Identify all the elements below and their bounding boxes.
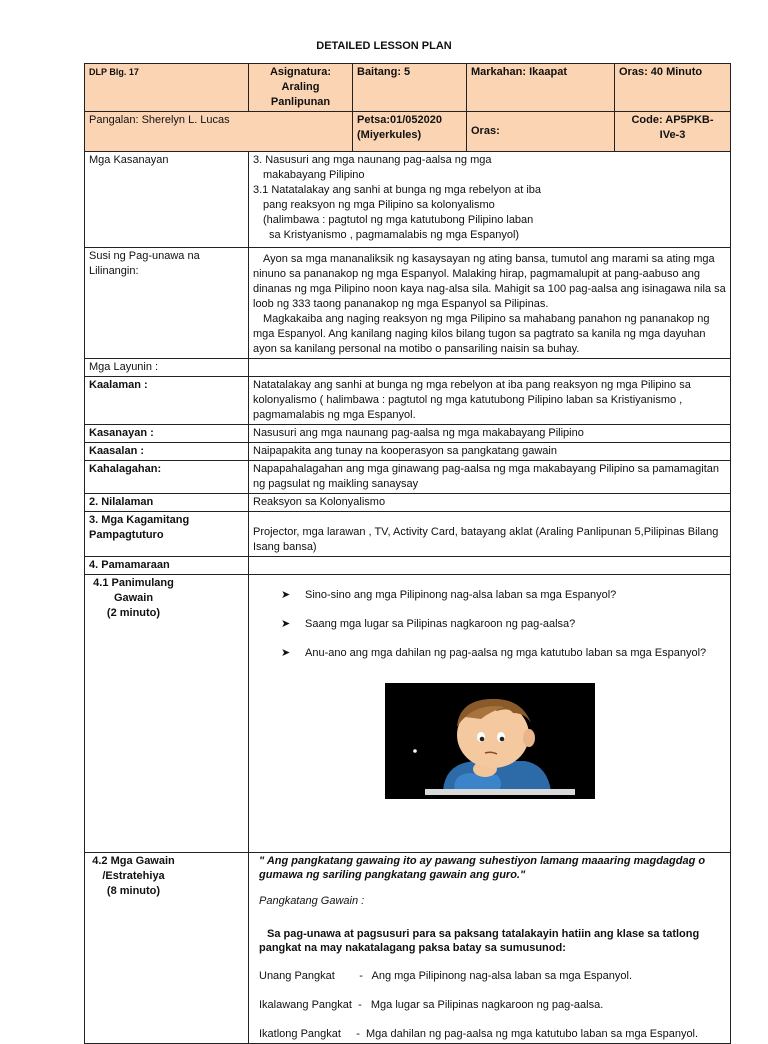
panimulang-row [85, 575, 731, 853]
list-item [281, 588, 726, 603]
question-3: Anu-ano ang mga dahilan ng pag-aalsa ng mga katutubo laban sa mga Espanyol? [305, 647, 707, 659]
teacher-name: Pangalan: Sherelyn L. Lucas [85, 112, 353, 152]
document-title: DETAILED LESSON PLAN [316, 40, 452, 52]
kaalaman-content: Natatalakay ang sanhi at bunga ng mga rebelyon at iba pang reaksyon ng mga Pilipino sa kolonyalismo ( halimbawa : pagtutol ng mga katutubong Pilipino laban sa Kristiyanismo , pagmamalabis ng mga Espanyol. [249, 377, 731, 425]
panimulang-label-3: (2 minuto) [106, 607, 161, 619]
header-row-1 [85, 64, 731, 112]
quarter-cell: Markahan: Ikaapat [467, 64, 615, 112]
kasanayan-line-1: 3. Nasusuri ang mga naunang pag-aalsa ng mga [253, 154, 492, 166]
question-list [253, 588, 726, 661]
kahalagahan-row [85, 461, 731, 494]
thinking-boy-illustration [385, 683, 595, 799]
kahalagahan-label: Kahalagahan: [85, 461, 249, 494]
pamamaraan-label: 4. Pamamaraan [85, 557, 249, 575]
kasanayan-line-4: pang reaksyon ng mga Pilipino sa kolonyalismo [263, 199, 495, 211]
susi-paragraph-2: Magkakaiba ang naging reaksyon ng mga Pilipino sa mahabang panahon ng pananakop ng mga Espanyol. Ang kanilang naging kilos bilang tugon sa pagtrato sa kanila ng mga dayuhan ayon sa kanilang personal na motibo o pansariling naisin sa buhay. [253, 313, 710, 355]
susi-label: Susi ng Pag-unawa na Lilinangin: [85, 248, 249, 359]
kasanayan-label: Mga Kasanayan [85, 152, 249, 248]
code-line-1: Code: AP5PKB- [631, 114, 714, 126]
kaasalan-label: Kaasalan : [85, 443, 249, 461]
question-1: Sino-sino ang mga Pilipinong nag-alsa laban sa mga Espanyol? [305, 589, 617, 601]
kasanayan-row [85, 152, 731, 248]
question-2: Saang mga lugar sa Pilipinas nagkaroon ng pag-aalsa? [305, 618, 576, 630]
gawain-quote: " Ang pangkatang gawaing ito ay pawang suhestiyon lamang maaaring magdagdag o gumawa ng sariling pangkatang gawain ang guro." [259, 855, 706, 881]
kasanayan-line-5: (halimbawa : pagtutol ng mga katutubong Pilipino laban [263, 214, 534, 226]
panimulang-label-1: 4.1 Panimulang [93, 577, 174, 589]
dlp-number: DLP Blg. 17 [85, 64, 249, 112]
kagamitan-row [85, 512, 731, 557]
kaalaman-label: Kaalaman : [85, 377, 249, 425]
nilalaman-content: Reaksyon sa Kolonyalismo [249, 494, 731, 512]
arrow-bullet-icon: ➤ [281, 618, 291, 630]
panimulang-label [85, 575, 249, 853]
kasanayan-obj-row [85, 425, 731, 443]
group-2: Ikalawang Pangkat - Mga lugar sa Pilipinas nagkaroon ng pag-aalsa. [259, 999, 604, 1011]
nilalaman-row [85, 494, 731, 512]
grade-cell: Baitang: 5 [353, 64, 467, 112]
arrow-bullet-icon: ➤ [281, 647, 291, 659]
kasanayan-obj-content: Nasusuri ang mga naunang pag-aalsa ng mga makabayang Pilipino [249, 425, 731, 443]
code-cell [615, 112, 731, 152]
gawain-label-1: 4.2 Mga Gawain [92, 855, 175, 867]
group-1: Unang Pangkat - Ang mga Pilipinong nag-alsa laban sa mga Espanyol. [259, 970, 633, 982]
date-value: Petsa:01/052020 [357, 114, 443, 126]
code-line-2: IVe-3 [659, 129, 686, 141]
group-3: Ikatlong Pangkat - Mga dahilan ng pag-aalsa ng mga katutubo laban sa mga Espanyol. [259, 1028, 699, 1040]
kahalagahan-content: Napapahalagahan ang mga ginawang pag-aalsa ng mga makabayang Pilipino sa pamamagitan ng pagsulat ng maikling sanaysay [249, 461, 731, 494]
pamamaraan-row [85, 557, 731, 575]
kasanayan-obj-label: Kasanayan : [85, 425, 249, 443]
susi-row [85, 248, 731, 359]
layunin-empty [249, 359, 731, 377]
kagamitan-content: Projector, mga larawan , TV, Activity Card, batayang aklat (Araling Panlipunan 5,Pilipinas Bilang Isang bansa) [249, 512, 731, 557]
lesson-plan-table [84, 63, 731, 1044]
layunin-label: Mga Layunin : [85, 359, 249, 377]
gawain-content [249, 853, 731, 1044]
kaasalan-content: Naipapakita ang tunay na kooperasyon sa pangkatang gawain [249, 443, 731, 461]
duration-cell: Oras: 40 Minuto [615, 64, 731, 112]
gawain-label [85, 853, 249, 1044]
layunin-row [85, 359, 731, 377]
kasanayan-line-2: makabayang Pilipino [263, 169, 365, 181]
gawain-subheading: Pangkatang Gawain : [259, 895, 365, 907]
arrow-bullet-icon: ➤ [281, 589, 291, 601]
pamamaraan-empty [249, 557, 731, 575]
list-item [281, 646, 726, 661]
susi-content [249, 248, 731, 359]
boy-svg [385, 683, 595, 799]
gawain-label-3: (8 minuto) [106, 885, 161, 897]
panimulang-label-2: Gawain [113, 592, 154, 604]
list-item [281, 617, 726, 632]
time-cell: Oras: [467, 112, 615, 152]
kaalaman-row [85, 377, 731, 425]
nilalaman-label: 2. Nilalaman [85, 494, 249, 512]
gawain-label-2: /Estratehiya [102, 870, 165, 882]
kagamitan-label: 3. Mga Kagamitang Pampagtuturo [85, 512, 249, 557]
kasanayan-line-3: 3.1 Natatalakay ang sanhi at bunga ng mga rebelyon at iba [253, 184, 542, 196]
header-row-2 [85, 112, 731, 152]
gawain-instruction: Sa pag-unawa at pagsusuri para sa paksang tatalakayin hatiin ang klase sa tatlong pangkat na may nakatalagang paksa batay sa sumusunod: [259, 928, 700, 954]
panimulang-content [249, 575, 731, 853]
kasanayan-content [249, 152, 731, 248]
kasanayan-line-6: sa Kristyanismo , pagmamalabis ng mga Espanyol) [269, 229, 520, 241]
date-day: (Miyerkules) [357, 129, 422, 141]
susi-paragraph-1: Ayon sa mga mananaliksik ng kasaysayan ng ating bansa, tumutol ang marami sa ating mga ninuno sa pananakop ng mga Espanyol. Malaking hirap, pagmamalupit at pang-aabuso ang dinanas ng mga Pilipino noon kaya nag-alsa sila. Mahigit sa 100 pag-aalsa ang isinagawa nila sa loob ng 333 taong pananakop ng mga Espanyol sa Pilipinas. [253, 253, 726, 310]
gawain-row [85, 853, 731, 1044]
date-cell [353, 112, 467, 152]
kaasalan-row [85, 443, 731, 461]
subject-cell: Asignatura: Araling Panlipunan [249, 64, 353, 112]
